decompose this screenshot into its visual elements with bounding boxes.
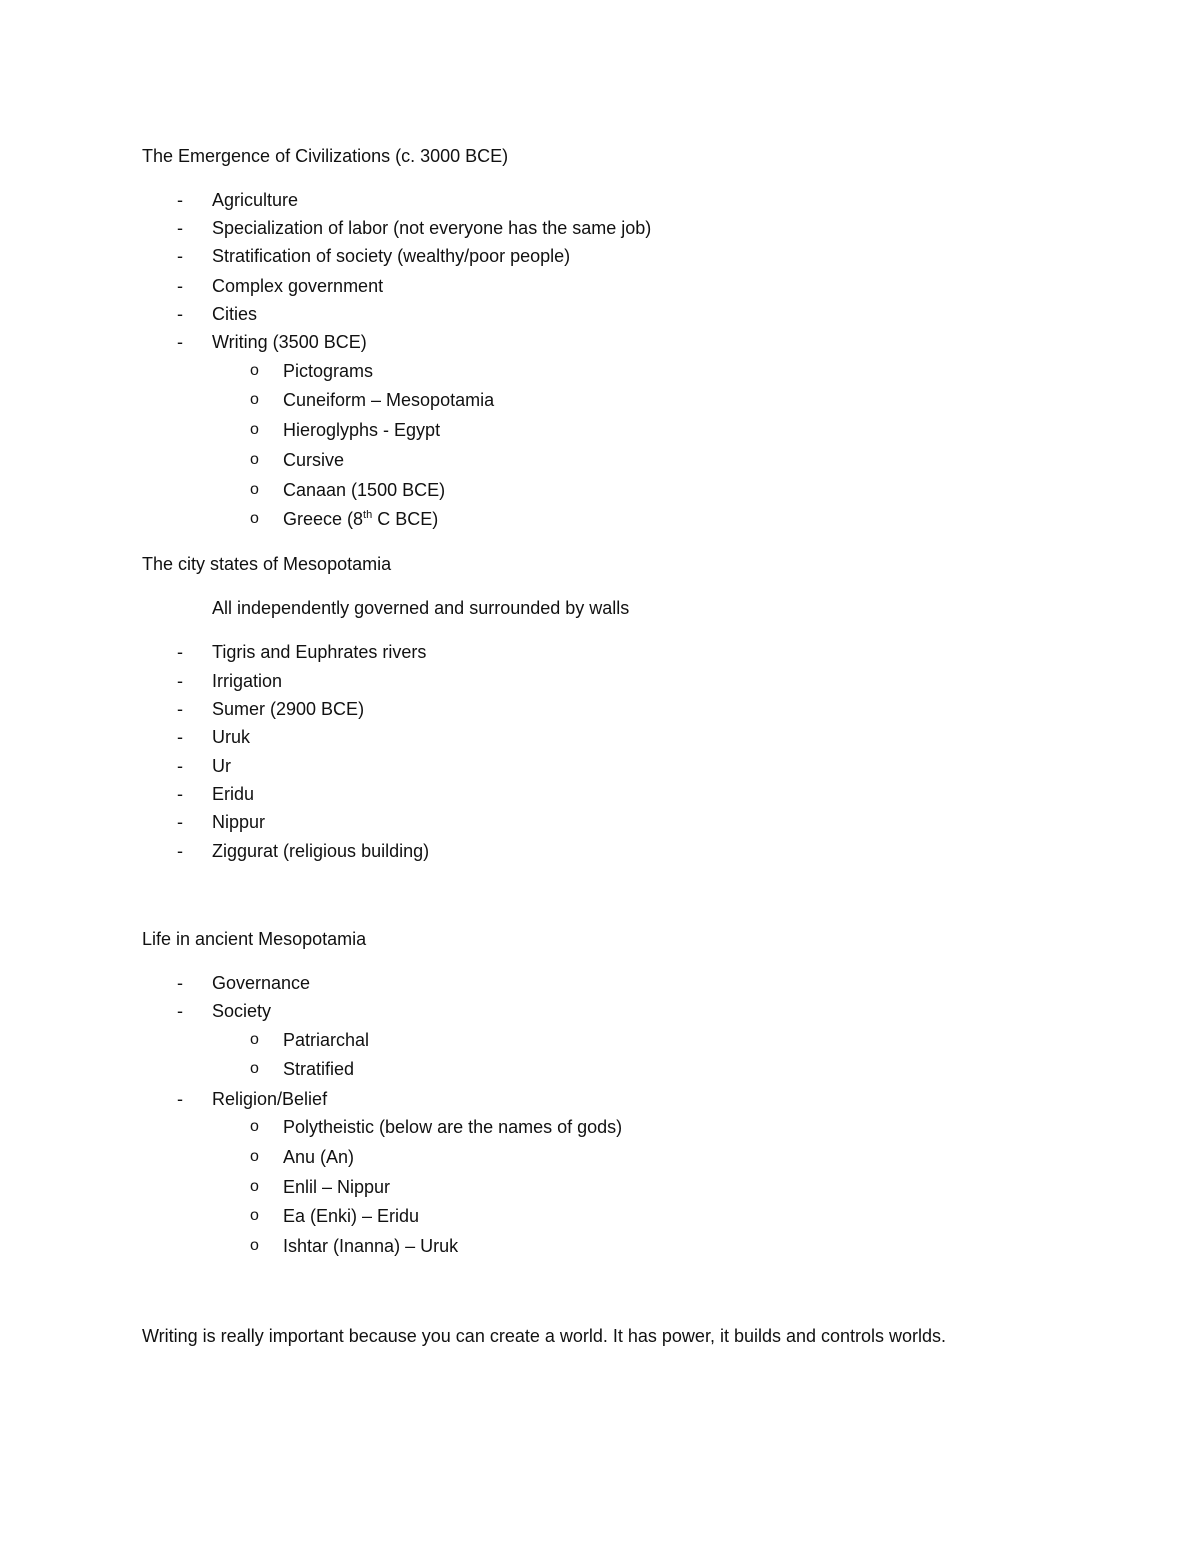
section-heading: Life in ancient Mesopotamia [142,929,367,949]
document-page: The Emergence of Civilizations (c. 3000 BCE) - Agriculture - Specialization of labor (not everyone has the same job) - Stratification of society (wealthy/poor people) - Complex government - Cities - Writing (3500 BCE) o Pictograms o Cuneiform – Mesopotamia o Hieroglyphs - Egypt o Cursive o Canaan (1500 BCE) o Greece (8th C BCE) The city states of Mesopotamia All independently governed and surrounded by walls - Tigris and Euphrates rivers - Irrigation - Sumer (2900 BCE) - Uruk - Ur - Eridu - Nippur - Ziggurat (religious building) Life in ancient Mesopotamia - Governance - Society o Patriarchal o Stratified - Religion/Belief o Polytheistic (below are the names of gods) o Anu (An) o Enlil – Nippur o Ea (Enki) – Eridu o Ishtar (Inanna) – Uruk Writing is really important because you can create a world. It has power, it builds and controls worlds. [142,146,947,1346]
section-heading: The city states of Mesopotamia [142,554,392,574]
section-intro: All independently governed and surrounded by walls [212,598,630,618]
section-heading: The Emergence of Civilizations (c. 3000 BCE) [142,146,509,166]
closing-paragraph: Writing is really important because you can create a world. It has power, it builds and controls worlds. [142,1326,947,1346]
